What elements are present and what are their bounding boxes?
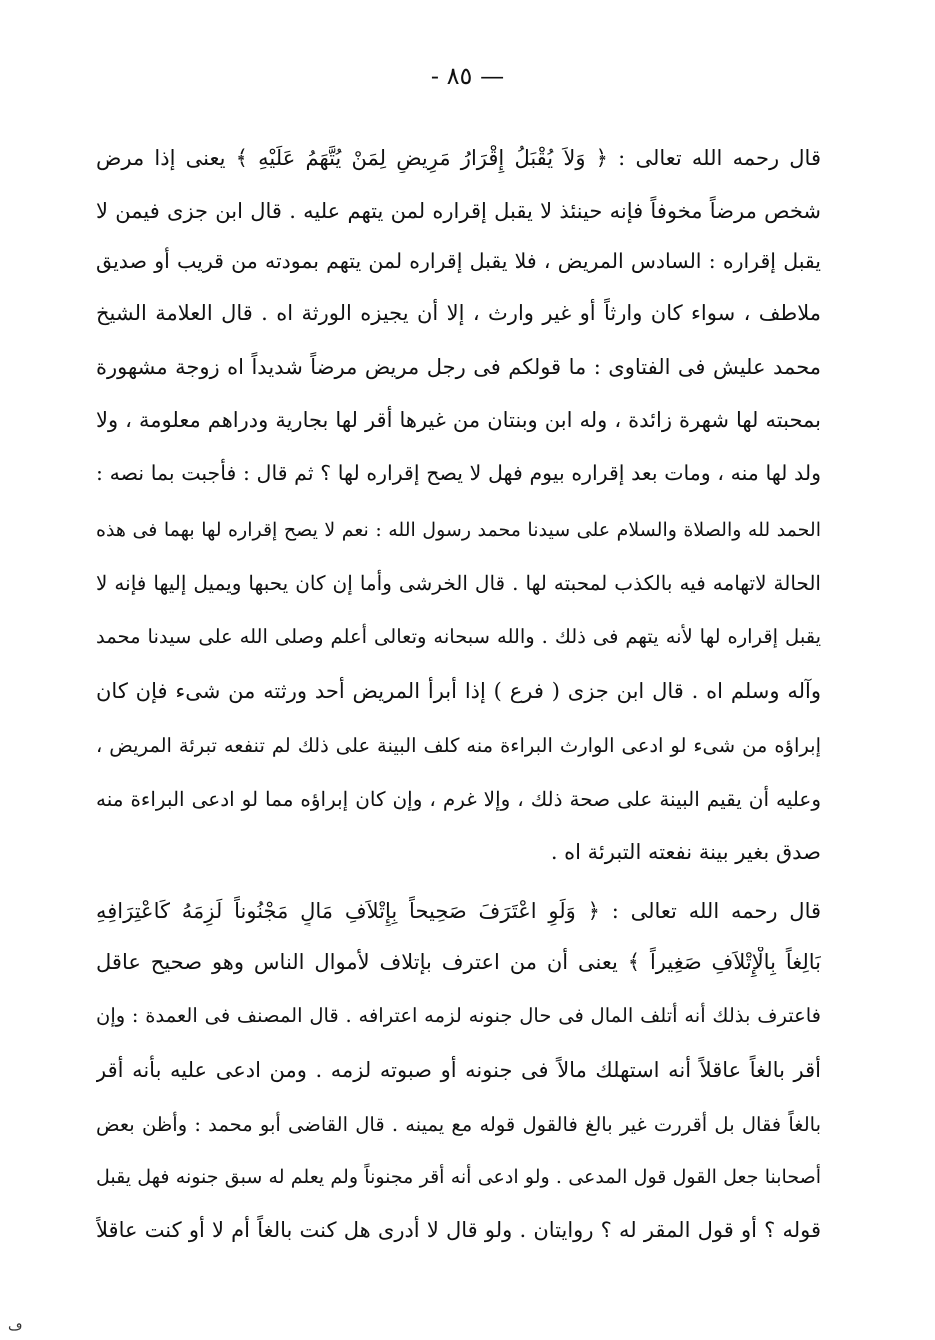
paragraph-2-line: قوله ؟ أو قول المقر له ؟ روايتان . ولو قال لا أدرى هل كنت بالغاً أم لا أو كنت عاقلاً <box>96 1218 821 1242</box>
paragraph-1-line: إبراؤه من شىء لو ادعى الوارث البراءة منه كلف البينة على ذلك لم تنفعه تبرئة المريض ، <box>96 734 821 757</box>
paragraph-1-line: يقبل إقراره : السادس المريض ، فلا يقبل إقراره لمن يتهم بمودته من قريب أو صديق <box>96 249 821 273</box>
paragraph-1-line: الحالة لاتهامه فيه بالكذب لمحبته لها . قال الخرشى وأما إن كان يحبها ويميل إليها فإنه لا <box>96 571 821 595</box>
paragraph-1-last-line: صدق بغير بينة نفعته التبرئة اه . <box>550 840 821 864</box>
paragraph-2-line: أقر بالغاً عاقلاً أنه استهلك مالاً فى جنونه أو صبوته لزمه . ومن ادعى عليه بأنه أقر <box>96 1058 821 1082</box>
paragraph-1-line: بمحبته لها شهرة زائدة ، وله ابن وبنتان من غيرها أقر لها بجارية ودراهم معلومة ، ولا <box>96 408 821 432</box>
paragraph-2-line: بالغاً فقال بل أقررت غير بالغ فالقول قوله مع يمينه . قال القاضى أبو محمد : وأظن بعض <box>96 1113 821 1136</box>
corner-mark: ڡ <box>8 1318 23 1334</box>
paragraph-1-line: قال رحمه الله تعالى : ﴿ وَلاَ يُقْبَلُ إِقْرَارُ مَرِيضٍ لِمَنْ يُتَّهَمُ عَلَيْهِ ﴾ يعنى إذا مرض <box>96 146 821 170</box>
paragraph-1-line: وعليه أن يقيم البينة على صحة ذلك ، وإلا غرم ، وإن كان إبراؤه مما لو ادعى البراءة منه <box>96 787 821 811</box>
paragraph-2-line: أصحابنا جعل القول قول المدعى . ولو ادعى أنه أقر مجنوناً ولم يعلم له سبق جنونه فهل يقبل <box>96 1166 821 1188</box>
page-number: — ٨٥ - <box>430 62 505 90</box>
paragraph-1-line: ولد لها منه ، ومات بعد إقراره بيوم فهل لا يصح إقراره لها ؟ ثم قال : فأجبت بما نصه : <box>96 461 821 485</box>
paragraph-1-line: وآله وسلم اه . قال ابن جزى ( فرع ) إذا أبرأ المريض أحد ورثته من شىء فإن كان <box>96 679 821 703</box>
paragraph-1-line: الحمد لله والصلاة والسلام على سيدنا محمد رسول الله : نعم لا يصح إقراره لها بهما فى هذه <box>96 519 821 541</box>
paragraph-1-line: يقبل إقراره لها لأنه يتهم فى ذلك . والله سبحانه وتعالى أعلم وصلى الله على سيدنا محمد <box>96 625 821 648</box>
paragraph-1-line: محمد عليش فى الفتاوى : ما قولكم فى رجل مريض مرضاً شديداً اه زوجة مشهورة <box>96 355 821 379</box>
paragraph-2-line: بَالِغاً بِالْإِتْلاَفِ صَغِيراً ﴾ يعنى أن من اعترف بإتلاف لأموال الناس وهو صحيح عاقل <box>96 950 821 974</box>
paragraph-2-line: فاعترف بذلك أنه أتلف المال فى حال جنونه لزمه اعترافه . قال المصنف فى العمدة : وإن <box>96 1004 821 1027</box>
paragraph-2-line: قال رحمه الله تعالى : ﴿ وَلَوِ اعْتَرَفَ صَحِيحاً بِإِتْلاَفِ مَالٍ مَجْنُوناً لَزِمَهُ كَاعْتِرَافِهِ <box>96 899 821 923</box>
paragraph-1-line: ملاطف ، سواء كان وارثاً أو غير وارث ، إلا أن يجيزه الورثة اه . قال العلامة الشيخ <box>96 301 821 325</box>
paragraph-1-line: شخص مرضاً مخوفاً فإنه حينئذ لا يقبل إقراره لمن يتهم عليه . قال ابن جزى فيمن لا <box>96 199 821 223</box>
